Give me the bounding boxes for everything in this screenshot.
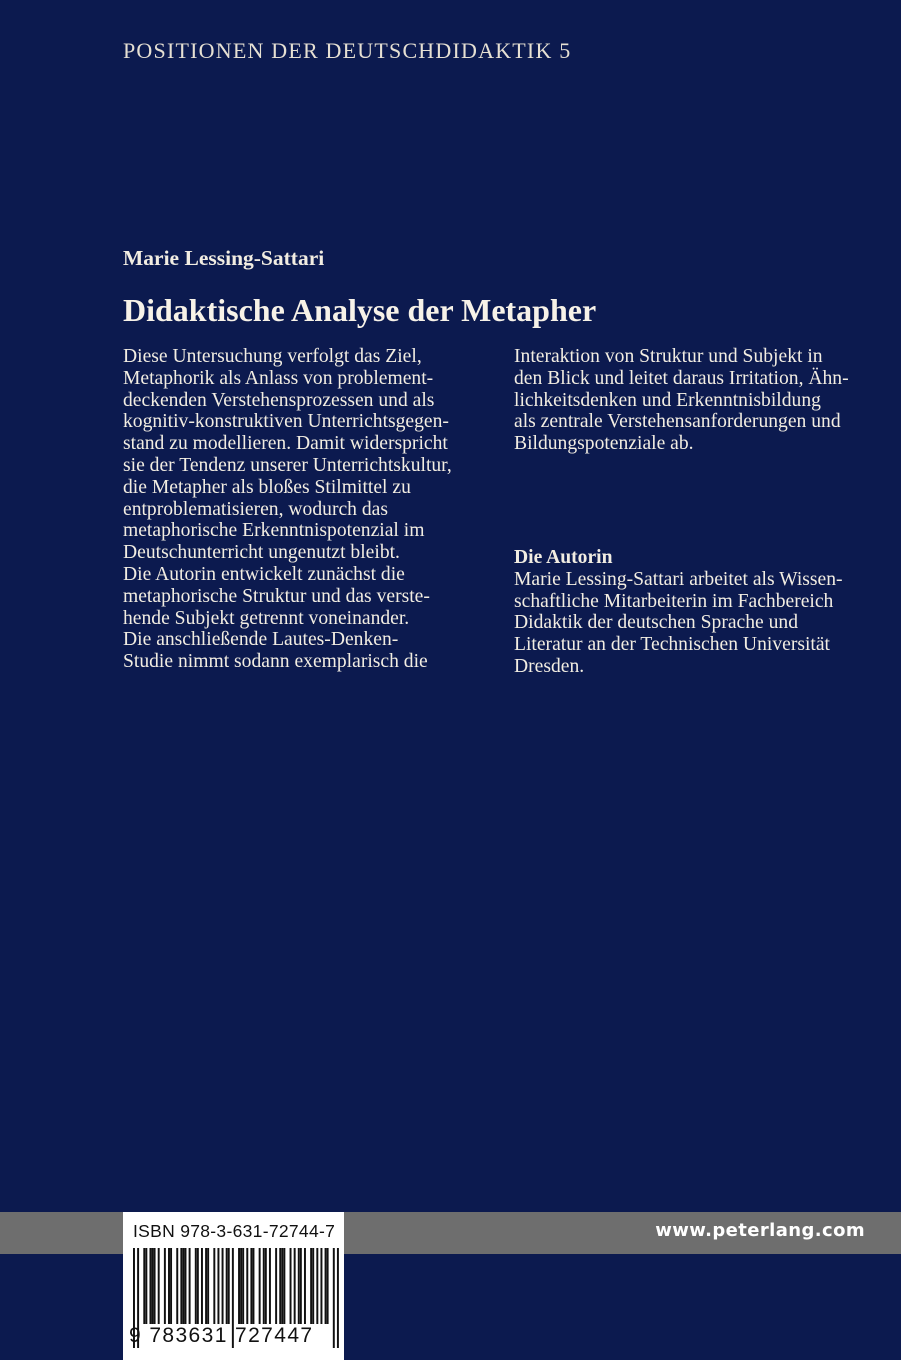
description-line: sie der Tendenz unserer Unterrichtskultur, xyxy=(123,454,452,476)
description-right-column xyxy=(514,346,884,455)
description-line: Deutschunterricht ungenutzt bleibt. xyxy=(123,542,400,564)
description-line: Die Autorin entwickelt zunächst die xyxy=(123,563,405,585)
book-title: Didaktische Analyse der Metapher xyxy=(123,292,597,328)
description-line: Interaktion von Struktur und Subjekt in xyxy=(514,346,823,367)
author-bio-line: schaftliche Mitarbeiterin im Fachbereich xyxy=(514,590,834,612)
description-line: metaphorische Struktur und das verste- xyxy=(123,585,430,607)
description-line: Die anschließende Lautes-Denken- xyxy=(123,629,399,651)
description-line: kognitiv-konstruktiven Unterrichtsgegen- xyxy=(123,411,449,433)
author-bio-line: Didaktik der deutschen Sprache und xyxy=(514,612,799,634)
publisher-website: www.peterlang.com xyxy=(655,1220,865,1241)
description-line: metaphorische Erkenntnispotenzial im xyxy=(123,520,425,542)
author-bio xyxy=(514,547,884,678)
description-line: den Blick und leitet daraus Irritation, Ähn- xyxy=(514,367,849,389)
description-line: hende Subjekt getrennt voneinander. xyxy=(123,607,410,629)
description-line: Bildungspotenziale ab. xyxy=(514,433,694,455)
description-line: Metaphorik als Anlass von problement- xyxy=(123,367,434,389)
description-line: als zentrale Verstehensanforderungen und xyxy=(514,411,841,433)
author-bio-line: Marie Lessing-Sattari arbeitet als Wissen- xyxy=(514,568,843,590)
author-bio-line: Literatur an der Technischen Universität xyxy=(514,634,830,656)
description-line: deckenden Verstehensprozessen und als xyxy=(123,389,435,411)
description-line: stand zu modellieren. Damit widerspricht xyxy=(123,433,448,455)
author-bio-line: Dresden. xyxy=(514,655,585,677)
isbn-barcode-box xyxy=(123,1212,344,1360)
description-line: entproblematisieren, wodurch das xyxy=(123,498,388,520)
description-line: Diese Untersuchung verfolgt das Ziel, xyxy=(123,346,422,367)
description-line: lichkeitsdenken und Erkenntnisbildung xyxy=(514,389,821,411)
author-name: Marie Lessing-Sattari xyxy=(123,246,325,270)
series-title: POSITIONEN DER DEUTSCHDIDAKTIK 5 xyxy=(123,38,572,63)
description-line: die Metapher als bloßes Stilmittel zu xyxy=(123,476,411,498)
author-bio-heading: Die Autorin xyxy=(514,547,613,568)
barcode-digits: 9 783631 727447 xyxy=(129,1324,314,1347)
description-left-column xyxy=(123,346,493,673)
description-line: Studie nimmt sodann exemplarisch die xyxy=(123,651,428,673)
isbn-label: ISBN 978-3-631-72744-7 xyxy=(133,1221,336,1241)
